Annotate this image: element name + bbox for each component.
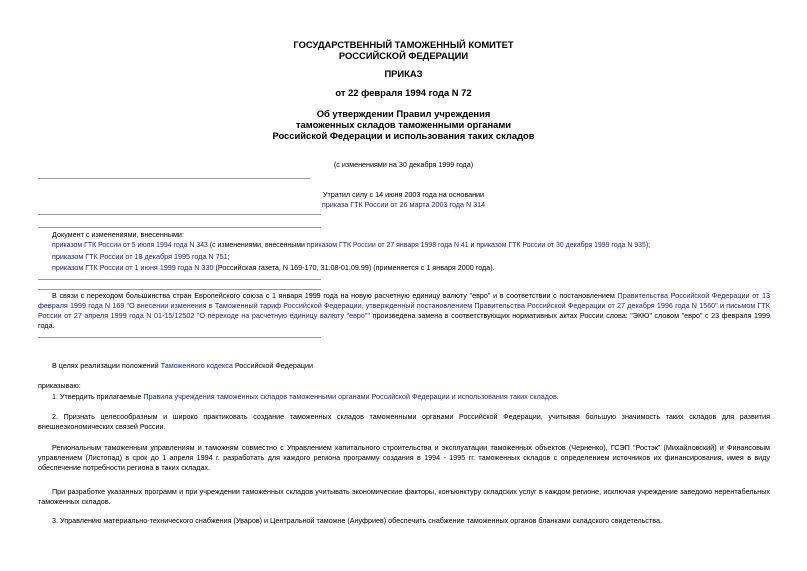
amendment-text-1b: и (468, 242, 477, 249)
euro-note-text-a: В связи с переходом большинства стран Европейского союза с 1 января 1999 года на новую расчетную единицу валюту "евро" и в соответствии с постановлением (52, 291, 618, 300)
customs-code-link[interactable]: Таможенного кодекса (160, 361, 233, 370)
organization-name-line1: ГОСУДАРСТВЕННЫЙ ТАМОЖЕННЫЙ КОМИТЕТ (293, 39, 514, 50)
purpose-text-a: В целях реализации положений (52, 361, 161, 370)
amendment-line-3 (52, 263, 800, 273)
euro-note-paragraph (38, 291, 770, 331)
divider (38, 227, 321, 228)
document-date: от 22 февраля 1994 года N 72 (335, 87, 472, 98)
amendment-line-1 (52, 241, 800, 251)
purpose-text-b: Российской Федерации (232, 361, 313, 370)
item-1 (52, 392, 792, 402)
amendment-link-1b[interactable]: приказом ГТК России от 27 января 1998 года N 41 (306, 242, 469, 249)
document-title-line1: Об утверждении Правил учреждения (316, 108, 491, 119)
document-title-line3: Российской Федерации и использования таких складов (272, 130, 535, 141)
amendment-link-3[interactable]: приказом ГТК России от 1 июня 1999 года N 330 (52, 263, 214, 272)
item-2: 2. Признать целесообразным и широко практиковать создание таможенных складов таможенными органами Российской Федерации, учитывая большую значимость таких складов для развития внешнеэкономических связей России. (38, 412, 770, 431)
item-2-continued-2: При разработке указанных программ и при учреждении таможенных складов учитывать экономические факторы, конъюнктуру складских услуг в каждом регионе, исключая учреждение заведомо нерентабельных таможенных складов. (38, 487, 770, 506)
divider (38, 214, 321, 215)
rules-link[interactable]: Правила учреждения таможенных складов таможенными органами Российской Федерации и использования таких складов (143, 392, 557, 401)
document-title-line2: таможенных складов таможенными органами (295, 119, 512, 130)
divider (38, 178, 310, 179)
amendment-text-1a: (с изменениями, внесенными (207, 242, 307, 249)
divider (38, 289, 321, 290)
euro-note-link-a[interactable]: Правительства Российской Федерации от 13 февраля 1999 года N 169 "О внесении изменения в Таможенный тариф Российской Федерации, утвержденный постановлением Правительства Российской Федерации от 27 декабря 1996 года N 1560" (38, 291, 770, 310)
order-word: приказываю: (38, 381, 81, 390)
euro-note-link-b[interactable]: письмом ГТК России от 27 апреля 1999 года N 01-15/12502 "О переходе на расчетную единицу валюту "евро"" (38, 301, 770, 320)
euro-note-text-b: и (717, 301, 727, 310)
amendment-link-1c[interactable]: приказом ГТК России от 30 декабря 1999 года N 935 (476, 242, 646, 249)
item-1-text-a: 1. Утвердить прилагаемые (52, 392, 144, 401)
document-type: ПРИКАЗ (384, 68, 423, 79)
amendment-link-2[interactable]: приказом ГТК России от 18 декабря 1995 года N 751; (52, 252, 230, 261)
euro-note-text-c: произведена замена в соответствующих нормативных актах России слова: "ЭКЮ" словом "евро" с 23 февраля 1999 года. (38, 311, 771, 330)
organization-name-line2: РОССИЙСКОЙ ФЕДЕРАЦИИ (338, 50, 469, 61)
item-2-continued: Региональным таможенным управлениям и таможням совместно с Управлением капитального строительства и эксплуатации таможенных объектов (Черненко), ГСЭП "Ростэк" (Михайловский) и Финансовым управлением (Листопад) в срок до 1 апреля 1994 г. разработать для каждого региона программу создания в 1994 - 1995 гг. таможенных складов с определением источников их финансирования, имея в виду обеспечение потребности региона в таких складах. (38, 443, 770, 472)
amendment-text-1c: ); (645, 242, 651, 249)
amendments-intro: Документ с изменениями, внесенными: (52, 230, 184, 239)
amendment-link-1a[interactable]: приказом ГТК России от 5 июля 1994 года N 343 (52, 242, 208, 249)
item-3: 3. Управлению материально-технического снабжения (Уваров) и Центральной таможне (Ануфриев) обеспечить снабжение таможенных органов бланками складского свидетельства. (52, 516, 663, 525)
divider (38, 337, 321, 338)
amendment-text-3: (Российская газета, N 169-170, 31.08-01.09.99) (применяется с 1 января 2000 года). (213, 263, 495, 272)
void-note-link[interactable]: приказа ГТК России от 26 марта 2003 года N 314 (321, 200, 486, 209)
divider (38, 279, 321, 280)
item-1-text-b: . (556, 392, 559, 401)
purpose-paragraph (52, 361, 792, 371)
amended-note: (с изменениями на 30 декабря 1999 года) (333, 160, 474, 169)
void-note-text: Утратил силу с 14 июня 2003 года на основании (322, 190, 485, 199)
